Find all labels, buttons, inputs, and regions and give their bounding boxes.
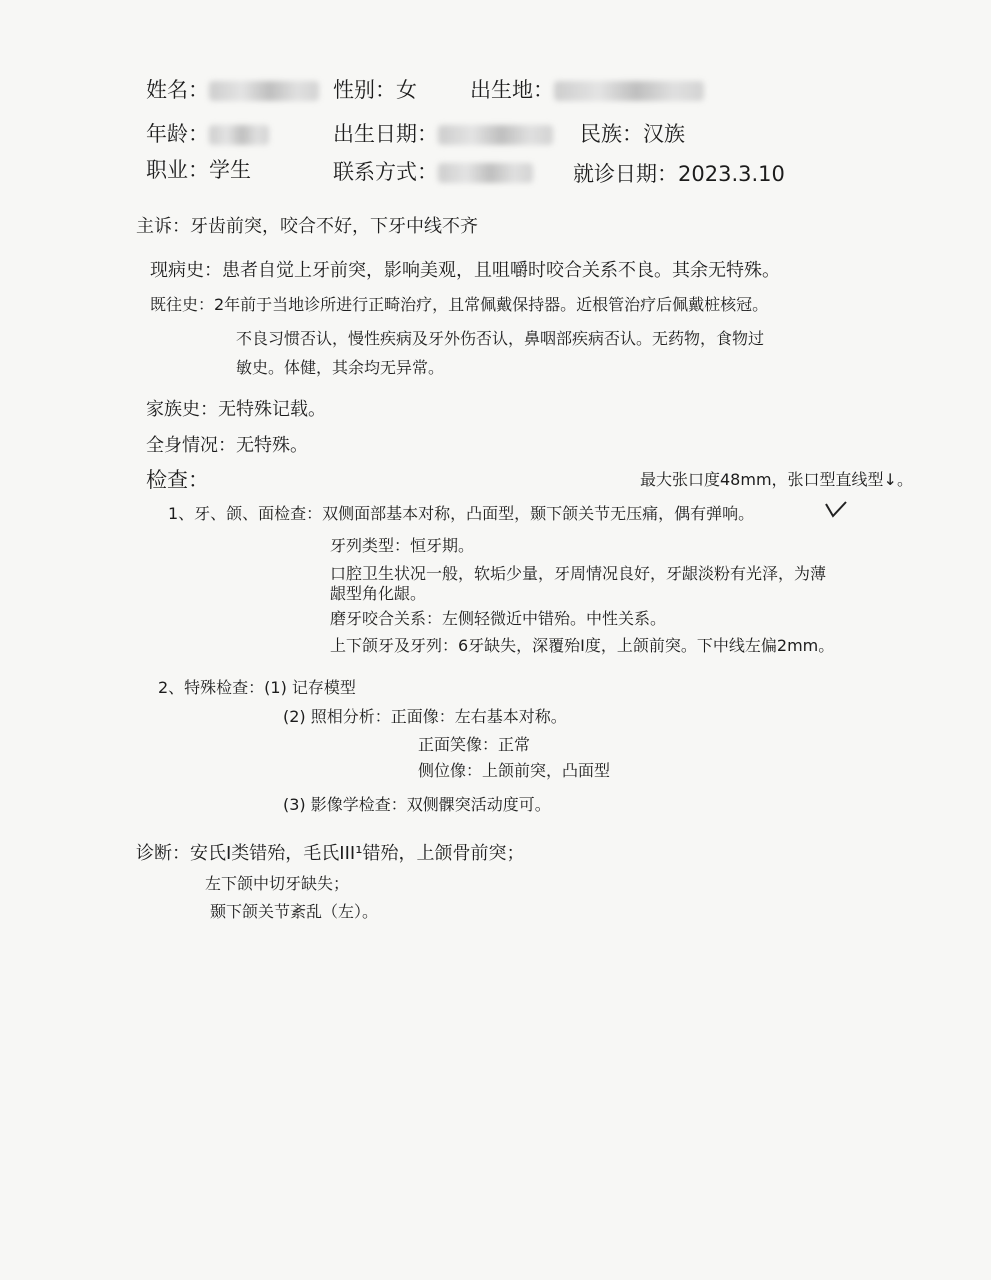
past-history-line2: 不良习惯否认，慢性疾病及牙外伤否认，鼻咽部疾病否认。无药物，食物过 — [236, 329, 765, 348]
diagnosis-line1: 诊断：安氏I类错殆，毛氏III¹错殆，上颌骨前突； — [136, 843, 525, 864]
birthdate-field — [333, 124, 553, 145]
exam-item1: 1、牙、颌、面检查：双侧面部基本对称，凸面型，颞下颌关节无压痛，偶有弹响。 — [168, 504, 755, 523]
gender-field: 性别：女 — [333, 78, 417, 102]
contact-label: 联系方式： — [333, 160, 438, 184]
redacted-age — [209, 125, 269, 145]
birthdate-label: 出生日期： — [333, 122, 438, 146]
contact-field — [333, 162, 533, 183]
past-history-line1: 既往史：2年前于当地诊所进行正畸治疗，且常佩戴保持器。近根管治疗后佩戴桩核冠。 — [150, 295, 769, 314]
jaws-dentition: 上下颌牙及牙列：6牙缺失，深覆殆I度，上颌前突。下中线左偏2mm。 — [330, 636, 835, 655]
exam-item2: 2、特殊检查：(1) 记存模型 — [158, 678, 356, 697]
smile-photo: 正面笑像：正常 — [418, 735, 531, 754]
hygiene-line1: 口腔卫生状况一般，软垢少量，牙周情况良好，牙龈淡粉有光泽，为薄 — [330, 564, 827, 583]
chief-complaint: 主诉：牙齿前突，咬合不好，下牙中线不齐 — [136, 216, 478, 237]
age-field — [146, 124, 269, 145]
name-field — [146, 80, 319, 101]
name-label: 姓名： — [146, 78, 209, 102]
imaging-exam: (3) 影像学检查：双侧髁突活动度可。 — [283, 795, 551, 814]
redacted-contact — [438, 163, 533, 183]
general-condition: 全身情况：无特殊。 — [146, 435, 308, 456]
exam-title: 检查： — [146, 468, 209, 492]
birthplace-label: 出生地： — [470, 78, 554, 102]
visit-date-field: 就诊日期：2023.3.10 — [573, 162, 785, 186]
photo-analysis: (2) 照相分析：正面像：左右基本对称。 — [283, 707, 567, 726]
ethnicity-field: 民族：汉族 — [580, 122, 685, 146]
diagnosis-line3: 颞下颌关节紊乱（左）。 — [210, 902, 379, 921]
occupation-field: 职业：学生 — [146, 158, 251, 182]
mouth-opening: 最大张口度48mm，张口型直线型↓。 — [640, 470, 913, 489]
profile-photo: 侧位像：上颌前突，凸面型 — [418, 761, 611, 780]
present-illness: 现病史：患者自觉上牙前突，影响美观，且咀嚼时咬合关系不良。其余无特殊。 — [150, 260, 780, 281]
diagnosis-line2: 左下颌中切牙缺失； — [205, 874, 350, 893]
redacted-birthplace — [554, 81, 704, 101]
dentition-type: 牙列类型：恒牙期。 — [330, 536, 475, 555]
redacted-birthdate — [438, 125, 553, 145]
birthplace-field — [470, 80, 704, 101]
past-history-line3: 敏史。体健，其余均无异常。 — [236, 358, 445, 377]
check-mark-icon — [824, 500, 848, 520]
family-history: 家族史：无特殊记载。 — [146, 399, 326, 420]
redacted-name — [209, 81, 319, 101]
hygiene-line2: 龈型角化龈。 — [330, 584, 427, 603]
molar-relation: 磨牙咬合关系：左侧轻微近中错殆。中性关系。 — [330, 609, 667, 628]
age-label: 年龄： — [146, 122, 209, 146]
